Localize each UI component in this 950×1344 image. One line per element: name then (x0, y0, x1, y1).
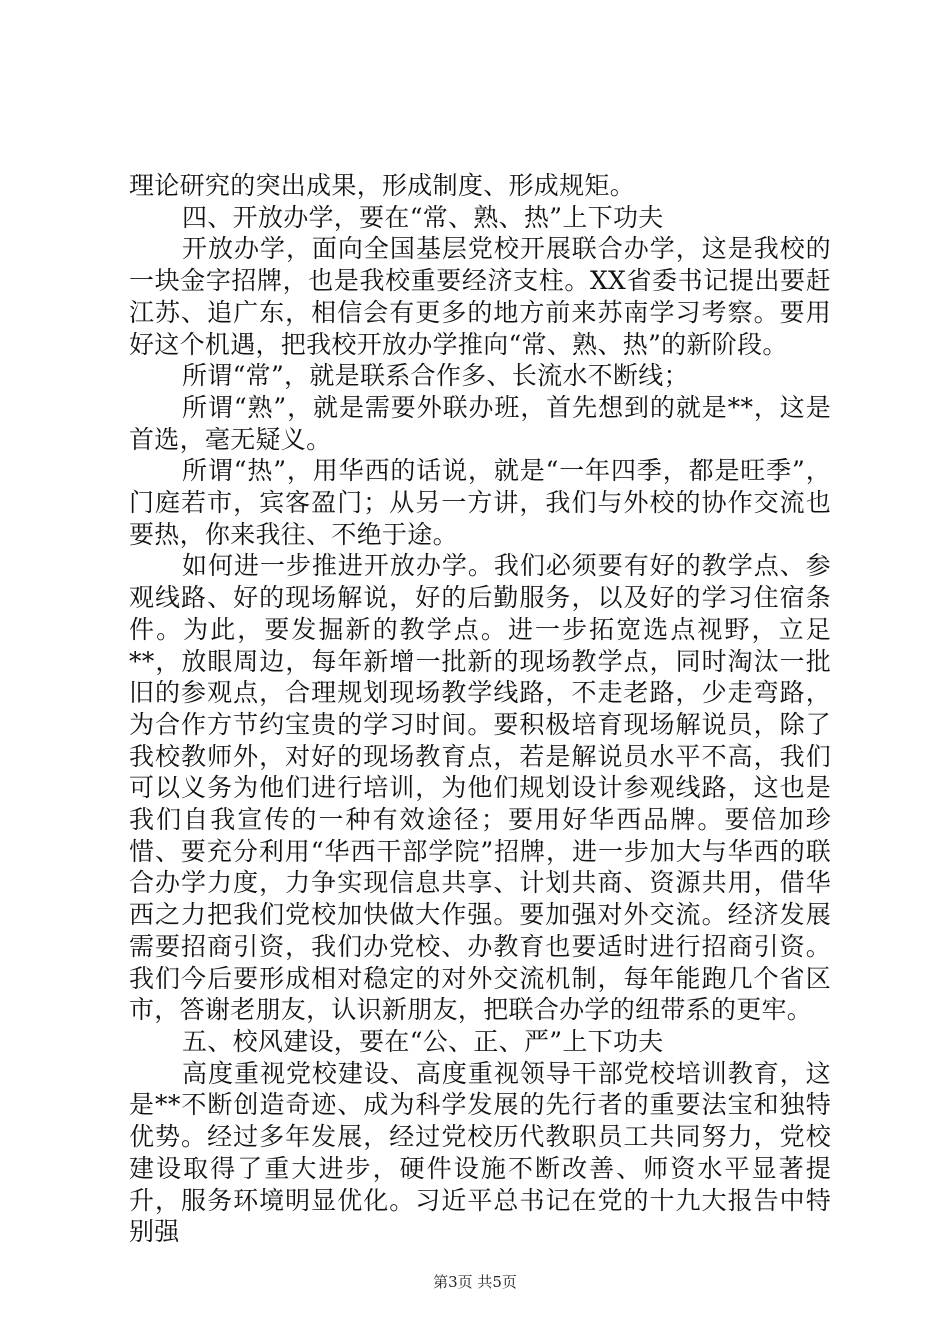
page-number-footer: 第3页 共5页 (433, 1273, 517, 1291)
paragraph-how-to-advance: 如何进一步推进开放办学。我们必须要有好的教学点、参观线路、好的现场解说，好的后勤服务，以及好的学习住宿条件。为此，要发掘新的教学点。进一步拓宽选点视野，立足**，放眼周边，每年新增一批新的现场教学点，同时淘汰一批旧的参观点，合理规划现场教学线路，不走老路，少走弯路，为合作方节约宝贵的学习时间。要积极培育现场解说员，除了我校教师外，对好的现场教育点，若是解说员水平不高，我们可以义务为他们进行培训，为他们规划设计参观线路，这也是我们自我宣传的一种有效途径；要用好华西品牌。要倍加珍惜、要充分利用“华西干部学院”招牌，进一步加大与华西的联合办学力度，力争实现信息共享、计划共商、资源共用，借华西之力把我们党校加快做大作强。要加强对外交流。经济发展需要招商引资，我们办党校、办教育也要适时进行招商引资。我们今后要形成相对稳定的对外交流机制，每年能跑几个省区市，答谢老朋友，认识新朋友，把联合办学的纽带系的更牢。 (129, 551, 831, 1025)
section-heading-open-schooling: 四、开放办学，要在“常、熟、热”上下功夫 (182, 202, 664, 232)
paragraph-continuation: 理论研究的突出成果，形成制度、形成规矩。 (129, 171, 636, 200)
paragraph-school-spirit-intro: 高度重视党校建设、高度重视领导干部党校培训教育，这是**不断创造奇迹、成为科学发展的先行者的重要法宝和独特优势。经过多年发展，经过党校历代教职员工共同努力，党校建设取得了重大进步，硬件设施不断改善、师资水平显著提升，服务环境明显优化。习近平总书记在党的十九大报告中特别强 (129, 1058, 831, 1247)
paragraph-open-schooling-intro: 开放办学，面向全国基层党校开展联合办学，这是我校的一块金字招牌，也是我校重要经济支柱。XX省委书记提出要赶江苏、追广东，相信会有更多的地方前来苏南学习考察。要用好这个机遇，把我校开放办学推向“常、熟、热”的新阶段。 (129, 234, 831, 359)
paragraph-re: 所谓“热”，用华西的话说，就是“一年四季，都是旺季”，门庭若市，宾客盈门；从另一方讲，我们与外校的协作交流也要热，你来我往、不绝于途。 (129, 456, 831, 549)
section-heading-school-spirit: 五、校风建设，要在“公、正、严”上下功夫 (182, 1026, 664, 1056)
paragraph-chang: 所谓“常”，就是联系合作多、长流水不断线； (182, 361, 689, 391)
paragraph-shu: 所谓“熟”，就是需要外联办班，首先想到的就是**，这是首选，毫无疑义。 (129, 392, 831, 454)
document-body (129, 170, 831, 1248)
